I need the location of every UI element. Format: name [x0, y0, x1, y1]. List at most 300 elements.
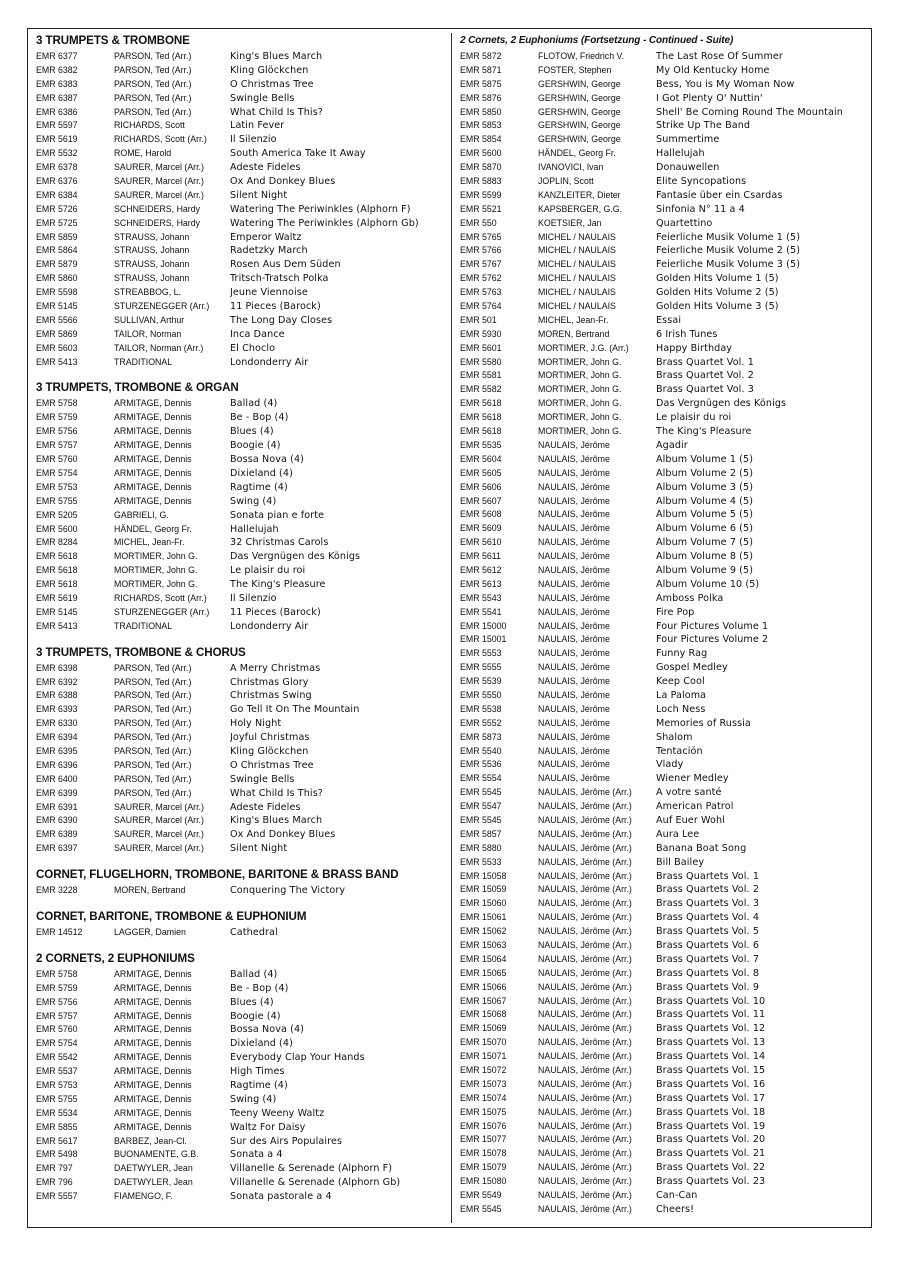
catalog-number: EMR 15073	[460, 1078, 507, 1089]
composer: SAURER, Marcel (Arr.)	[114, 843, 204, 854]
composer: BARBEZ, Jean-Cl.	[114, 1135, 187, 1146]
catalog-page	[27, 28, 872, 1228]
catalog-number: EMR 15001	[460, 634, 507, 645]
composer: ARMITAGE, Dennis	[114, 1080, 192, 1090]
catalog-entry	[460, 50, 870, 64]
catalog-number: EMR 5756	[36, 996, 78, 1007]
catalog-entry	[36, 620, 446, 634]
composer: STRAUSS, Johann	[114, 231, 190, 242]
piece-title: Bossa Nova (4)	[230, 454, 305, 466]
composer: STURZENEGGER (Arr.)	[114, 301, 210, 312]
catalog-entry	[36, 342, 446, 356]
piece-title: What Child Is This?	[230, 106, 323, 118]
catalog-entry	[36, 50, 446, 64]
piece-title: Fire Pop	[656, 606, 695, 618]
composer: PARSON, Ted (Arr.)	[114, 64, 192, 75]
composer: STRAUSS, Johann	[114, 273, 190, 284]
composer: NAULAIS, Jérôme (Arr.)	[538, 953, 632, 964]
piece-title: Golden Hits Volume 2 (5)	[656, 287, 779, 299]
catalog-entry	[36, 828, 446, 842]
catalog-entry	[36, 467, 446, 481]
catalog-entry	[36, 1093, 446, 1107]
catalog-entry	[460, 300, 870, 314]
piece-title: 11 Pieces (Barock)	[230, 301, 321, 313]
composer: NAULAIS, Jérôme (Arr.)	[538, 1148, 632, 1159]
catalog-number: EMR 5545	[460, 814, 502, 825]
composer: NAULAIS, Jérôme (Arr.)	[538, 995, 632, 1006]
catalog-entry	[36, 64, 446, 78]
catalog-entry	[460, 1050, 870, 1064]
catalog-entry	[36, 133, 446, 147]
catalog-number: EMR 5553	[460, 648, 502, 659]
catalog-number: EMR 5853	[460, 120, 502, 131]
catalog-entry	[460, 369, 870, 383]
composer: ARMITAGE, Dennis	[114, 1093, 192, 1104]
catalog-entry	[36, 926, 446, 940]
piece-title: Il Silenzio	[230, 134, 277, 146]
composer: SULLIVAN, Arthur	[114, 314, 185, 325]
composer: MORTIMER, John G.	[114, 551, 198, 562]
catalog-number: EMR 5600	[36, 523, 78, 534]
composer: LAGGER, Damien	[114, 926, 186, 937]
piece-title: Ox And Donkey Blues	[230, 829, 336, 841]
catalog-entry	[36, 1037, 446, 1051]
piece-title: Sonata pian e forte	[230, 509, 325, 521]
piece-title: Londonderry Air	[230, 620, 309, 632]
catalog-entry	[460, 661, 870, 675]
catalog-number: EMR 5603	[36, 342, 78, 353]
catalog-entry	[36, 175, 446, 189]
composer: NAULAIS, Jérôme (Arr.)	[538, 1162, 632, 1173]
catalog-number: EMR 550	[460, 217, 497, 228]
piece-title: Can-Can	[656, 1190, 698, 1202]
composer: PARSON, Ted (Arr.)	[114, 704, 192, 715]
piece-title: The King's Pleasure	[656, 426, 752, 438]
composer: NAULAIS, Jérôme	[538, 467, 610, 478]
composer: NAULAIS, Jérôme (Arr.)	[538, 842, 632, 853]
catalog-number: EMR 15058	[460, 870, 507, 881]
piece-title: Loch Ness	[656, 703, 706, 715]
catalog-number: EMR 6330	[36, 718, 78, 729]
catalog-entry	[460, 703, 870, 717]
catalog-entry	[460, 133, 870, 147]
catalog-number: EMR 6392	[36, 676, 78, 687]
piece-title: Brass Quartets Vol. 12	[656, 1023, 766, 1035]
catalog-entry	[36, 203, 446, 217]
piece-title: Swing (4)	[230, 495, 277, 507]
composer: NAULAIS, Jérôme	[538, 523, 610, 534]
composer: MORTIMER, J.G. (Arr.)	[538, 342, 629, 353]
composer: STRAUSS, Johann	[114, 259, 190, 270]
piece-title: Brass Quartets Vol. 10	[656, 995, 766, 1007]
composer: MOREN, Bertrand	[114, 885, 186, 896]
composer: NAULAIS, Jérôme	[538, 592, 610, 603]
piece-title: Brass Quartets Vol. 11	[656, 1009, 766, 1021]
catalog-entry	[36, 411, 446, 425]
catalog-entry	[460, 342, 870, 356]
piece-title: Radetzky March	[230, 245, 308, 257]
composer: RICHARDS, Scott (Arr.)	[114, 134, 207, 145]
catalog-number: EMR 5580	[460, 356, 502, 367]
piece-title: Happy Birthday	[656, 342, 733, 354]
section-title: 3 TRUMPETS, TROMBONE & ORGAN	[36, 381, 239, 395]
composer: MICHEL / NAULAIS	[538, 231, 616, 242]
composer: GERSHWIN, George	[538, 134, 621, 145]
catalog-number: EMR 5753	[36, 1080, 78, 1090]
piece-title: Swing (4)	[230, 1093, 277, 1105]
catalog-number: EMR 5872	[460, 51, 502, 61]
catalog-entry	[36, 1065, 446, 1079]
catalog-number: EMR 5550	[460, 689, 502, 700]
catalog-entry	[460, 1064, 870, 1078]
composer: PARSON, Ted (Arr.)	[114, 676, 192, 687]
composer: RICHARDS, Scott (Arr.)	[114, 592, 207, 603]
piece-title: Hallelujah	[656, 148, 705, 160]
catalog-number: EMR 5873	[460, 731, 502, 742]
piece-title: Villanelle & Serenade (Alphorn Gb)	[230, 1177, 401, 1189]
piece-title: I Got Plenty O' Nuttin'	[656, 92, 763, 104]
piece-title: Boogie (4)	[230, 1010, 281, 1022]
catalog-entry	[36, 495, 446, 509]
piece-title: 6 Irish Tunes	[656, 328, 718, 340]
piece-title: Inca Dance	[230, 328, 285, 340]
piece-title: Le plaisir du roi	[656, 412, 732, 424]
composer: FLOTOW, Friedrich V.	[538, 51, 625, 61]
catalog-number: EMR 6389	[36, 829, 78, 840]
composer: SAURER, Marcel (Arr.)	[114, 162, 204, 173]
piece-title: Brass Quartets Vol. 19	[656, 1120, 766, 1132]
piece-title: Summertime	[656, 134, 720, 146]
piece-title: Album Volume 1 (5)	[656, 453, 754, 465]
composer: PARSON, Ted (Arr.)	[114, 78, 192, 89]
catalog-entry	[460, 620, 870, 634]
catalog-number: EMR 14512	[36, 926, 83, 937]
catalog-number: EMR 5755	[36, 1093, 78, 1104]
composer: MORTIMER, John G.	[114, 579, 198, 590]
catalog-entry	[460, 550, 870, 564]
catalog-number: EMR 5767	[460, 259, 502, 270]
composer: STREABBOG, L.	[114, 287, 181, 298]
catalog-number: EMR 5879	[36, 259, 78, 270]
section-title: 2 CORNETS, 2 EUPHONIUMS	[36, 951, 195, 965]
piece-title: Album Volume 10 (5)	[656, 578, 760, 590]
piece-title: Boogie (4)	[230, 440, 281, 452]
composer: ARMITAGE, Dennis	[114, 426, 192, 437]
catalog-entry	[460, 786, 870, 800]
piece-title: Waltz For Daisy	[230, 1121, 306, 1133]
composer: SAURER, Marcel (Arr.)	[114, 801, 204, 812]
composer: ARMITAGE, Dennis	[114, 1010, 192, 1021]
catalog-number: EMR 5533	[460, 856, 502, 867]
composer: HÄNDEL, Georg Fr.	[538, 148, 616, 159]
composer: NAULAIS, Jérôme	[538, 551, 610, 562]
catalog-number: EMR 15078	[460, 1148, 507, 1159]
catalog-entry	[460, 189, 870, 203]
piece-title: Sinfonia N° 11 a 4	[656, 203, 745, 215]
piece-title: Elite Syncopations	[656, 176, 747, 188]
catalog-number: EMR 6386	[36, 106, 78, 117]
composer: PARSON, Ted (Arr.)	[114, 732, 192, 743]
composer: FIAMENGO, F.	[114, 1191, 173, 1202]
catalog-number: EMR 15074	[460, 1092, 507, 1103]
catalog-entry	[460, 231, 870, 245]
piece-title: Brass Quartets Vol. 13	[656, 1037, 766, 1049]
catalog-number: EMR 15069	[460, 1023, 507, 1034]
catalog-entry	[460, 995, 870, 1009]
composer: NAULAIS, Jérôme (Arr.)	[538, 1023, 632, 1034]
composer: NAULAIS, Jérôme	[538, 578, 610, 589]
composer: KAPSBERGER, G.G.	[538, 203, 623, 214]
catalog-number: EMR 5869	[36, 328, 78, 339]
catalog-number: EMR 5555	[460, 662, 502, 673]
catalog-entry	[460, 244, 870, 258]
catalog-number: EMR 5753	[36, 481, 78, 492]
piece-title: Everybody Clap Your Hands	[230, 1052, 365, 1064]
catalog-number: EMR 6393	[36, 704, 78, 715]
composer: NAULAIS, Jérôme	[538, 564, 610, 575]
piece-title: Le plaisir du roi	[230, 565, 306, 577]
piece-title: What Child Is This?	[230, 787, 323, 799]
catalog-entry	[460, 411, 870, 425]
catalog-entry	[36, 814, 446, 828]
piece-title: Das Vergnügen des Königs	[656, 398, 787, 410]
catalog-entry	[460, 1120, 870, 1134]
piece-title: Jeune Viennoise	[230, 287, 308, 299]
catalog-number: EMR 5871	[460, 64, 502, 75]
catalog-number: EMR 5543	[460, 592, 502, 603]
catalog-number: EMR 5618	[460, 398, 502, 409]
catalog-entry	[460, 564, 870, 578]
catalog-entry	[460, 745, 870, 759]
piece-title: Kling Glöckchen	[230, 745, 309, 757]
catalog-entry	[460, 64, 870, 78]
catalog-number: EMR 5875	[460, 78, 502, 89]
catalog-entry	[460, 633, 870, 647]
catalog-entry	[460, 217, 870, 231]
catalog-entry	[460, 258, 870, 272]
catalog-number: EMR 5618	[36, 579, 78, 590]
catalog-number: EMR 15067	[460, 995, 507, 1006]
catalog-entry	[36, 286, 446, 300]
catalog-number: EMR 6382	[36, 64, 78, 75]
composer: SAURER, Marcel (Arr.)	[114, 829, 204, 840]
composer: FOSTER, Stephen	[538, 64, 612, 75]
composer: MICHEL / NAULAIS	[538, 273, 616, 284]
catalog-entry	[36, 439, 446, 453]
catalog-number: EMR 5618	[460, 426, 502, 437]
piece-title: La Paloma	[656, 689, 707, 701]
piece-title: Latin Fever	[230, 120, 285, 132]
catalog-entry	[460, 161, 870, 175]
piece-title: Christmas Glory	[230, 676, 309, 688]
piece-title: Joyful Christmas	[230, 732, 310, 744]
composer: TAILOR, Norman (Arr.)	[114, 342, 204, 353]
catalog-entry	[460, 92, 870, 106]
composer: PARSON, Ted (Arr.)	[114, 745, 192, 756]
composer: MICHEL, Jean-Fr.	[538, 314, 609, 325]
catalog-number: EMR 15075	[460, 1106, 507, 1117]
catalog-entry	[460, 1106, 870, 1120]
composer: GERSHWIN, George	[538, 78, 621, 89]
catalog-number: EMR 15072	[460, 1065, 507, 1076]
catalog-number: EMR 15000	[460, 620, 507, 631]
composer: ARMITAGE, Dennis	[114, 398, 192, 409]
piece-title: Be - Bop (4)	[230, 982, 289, 994]
catalog-number: EMR 5205	[36, 509, 78, 520]
composer: PARSON, Ted (Arr.)	[114, 718, 192, 729]
catalog-entry	[36, 1079, 446, 1093]
composer: NAULAIS, Jérôme	[538, 703, 610, 714]
piece-title: Hallelujah	[230, 523, 279, 535]
catalog-entry	[36, 1023, 446, 1037]
piece-title: Blues (4)	[230, 996, 274, 1008]
catalog-entry	[460, 286, 870, 300]
catalog-entry	[460, 1022, 870, 1036]
piece-title: Quartettino	[656, 217, 713, 229]
composer: NAULAIS, Jérôme (Arr.)	[538, 967, 632, 978]
piece-title: Golden Hits Volume 3 (5)	[656, 301, 779, 313]
composer: ROME, Harold	[114, 148, 172, 159]
catalog-entry	[460, 758, 870, 772]
catalog-number: EMR 5859	[36, 231, 78, 242]
catalog-entry	[36, 1190, 446, 1204]
composer: NAULAIS, Jérôme (Arr.)	[538, 898, 632, 909]
piece-title: Silent Night	[230, 843, 288, 855]
catalog-number: EMR 5612	[460, 564, 502, 575]
catalog-entry	[36, 968, 446, 982]
catalog-entry	[36, 217, 446, 231]
catalog-number: EMR 15059	[460, 884, 507, 895]
piece-title: The King's Pleasure	[230, 579, 326, 591]
catalog-number: EMR 5534	[36, 1107, 78, 1118]
piece-title: Album Volume 8 (5)	[656, 551, 754, 563]
piece-title: Essai	[656, 314, 682, 326]
composer: SAURER, Marcel (Arr.)	[114, 176, 204, 187]
catalog-number: EMR 6390	[36, 815, 78, 826]
piece-title: Swingle Bells	[230, 92, 295, 104]
composer: NAULAIS, Jérôme (Arr.)	[538, 1203, 632, 1214]
catalog-entry	[36, 78, 446, 92]
section-title: CORNET, BARITONE, TROMBONE & EUPHONIUM	[36, 909, 307, 923]
composer: TAILOR, Norman	[114, 328, 182, 339]
piece-title: Villanelle & Serenade (Alphorn F)	[230, 1163, 393, 1175]
catalog-entry	[36, 1010, 446, 1024]
piece-title: Feierliche Musik Volume 3 (5)	[656, 259, 801, 271]
piece-title: Brass Quartets Vol. 14	[656, 1051, 766, 1063]
catalog-number: EMR 5860	[36, 273, 78, 284]
catalog-number: EMR 5607	[460, 495, 502, 506]
piece-title: Agadir	[656, 439, 688, 451]
composer: MICHEL / NAULAIS	[538, 287, 616, 298]
composer: SCHNEIDERS, Hardy	[114, 203, 201, 214]
catalog-entry	[36, 550, 446, 564]
piece-title: Cathedral	[230, 926, 278, 938]
catalog-entry	[36, 606, 446, 620]
piece-title: A Merry Christmas	[230, 662, 321, 674]
section-title: 3 TRUMPETS, TROMBONE & CHORUS	[36, 645, 246, 659]
piece-title: Donauwellen	[656, 162, 720, 174]
piece-title: The Long Day Closes	[230, 314, 333, 326]
piece-title: Brass Quartets Vol. 4	[656, 912, 760, 924]
composer: PARSON, Ted (Arr.)	[114, 759, 192, 770]
piece-title: O Christmas Tree	[230, 759, 314, 771]
catalog-number: EMR 5554	[460, 773, 502, 784]
piece-title: Album Volume 9 (5)	[656, 564, 754, 576]
catalog-number: EMR 15080	[460, 1176, 507, 1187]
piece-title: Ragtime (4)	[230, 481, 288, 493]
composer: SCHNEIDERS, Hardy	[114, 217, 201, 228]
catalog-entry	[36, 773, 446, 787]
composer: NAULAIS, Jérôme (Arr.)	[538, 1078, 632, 1089]
catalog-number: EMR 5762	[460, 273, 502, 284]
piece-title: Brass Quartets Vol. 5	[656, 926, 760, 938]
catalog-entry	[460, 453, 870, 467]
piece-title: Feierliche Musik Volume 2 (5)	[656, 245, 801, 257]
catalog-entry	[460, 175, 870, 189]
catalog-number: EMR 5759	[36, 412, 78, 423]
catalog-entry	[460, 578, 870, 592]
catalog-entry	[36, 662, 446, 676]
composer: NAULAIS, Jérôme (Arr.)	[538, 884, 632, 895]
composer: NAULAIS, Jérôme (Arr.)	[538, 1065, 632, 1076]
composer: PARSON, Ted (Arr.)	[114, 51, 192, 61]
piece-title: Brass Quartets Vol. 7	[656, 953, 760, 965]
piece-title: Keep Cool	[656, 676, 705, 688]
catalog-entry	[36, 300, 446, 314]
catalog-entry	[460, 439, 870, 453]
composer: NAULAIS, Jérôme	[538, 537, 610, 548]
piece-title: Sur des Airs Populaires	[230, 1135, 343, 1147]
piece-title: Tritsch-Tratsch Polka	[230, 273, 329, 285]
catalog-number: EMR 6388	[36, 690, 78, 701]
catalog-entry	[460, 870, 870, 884]
composer: NAULAIS, Jérôme (Arr.)	[538, 814, 632, 825]
catalog-entry	[460, 522, 870, 536]
catalog-entry	[460, 814, 870, 828]
piece-title: Album Volume 3 (5)	[656, 481, 754, 493]
piece-title: Watering The Periwinkles (Alphorn F)	[230, 203, 411, 215]
catalog-number: EMR 5566	[36, 314, 78, 325]
composer: NAULAIS, Jérôme (Arr.)	[538, 1190, 632, 1201]
catalog-number: EMR 5855	[36, 1121, 78, 1132]
catalog-number: EMR 5880	[460, 842, 502, 853]
piece-title: Golden Hits Volume 1 (5)	[656, 273, 779, 285]
catalog-entry	[460, 1133, 870, 1147]
piece-title: Album Volume 6 (5)	[656, 523, 754, 535]
composer: NAULAIS, Jérôme	[538, 745, 610, 756]
catalog-number: EMR 5535	[460, 439, 502, 450]
catalog-number: EMR 5763	[460, 287, 502, 298]
piece-title: The Last Rose Of Summer	[656, 51, 783, 62]
catalog-entry	[460, 925, 870, 939]
piece-title: Brass Quartets Vol. 2	[656, 884, 760, 896]
catalog-number: EMR 15076	[460, 1120, 507, 1131]
catalog-number: EMR 15079	[460, 1162, 507, 1173]
composer: MICHEL / NAULAIS	[538, 259, 616, 270]
piece-title: Brass Quartets Vol. 1	[656, 870, 760, 882]
catalog-entry	[36, 509, 446, 523]
piece-title: Amboss Polka	[656, 592, 724, 604]
column-divider	[451, 33, 452, 1223]
catalog-number: EMR 6387	[36, 92, 78, 103]
composer: STRAUSS, Johann	[114, 245, 190, 256]
catalog-number: EMR 6377	[36, 51, 78, 61]
piece-title: Holy Night	[230, 718, 282, 730]
catalog-number: EMR 6384	[36, 189, 78, 200]
piece-title: Album Volume 2 (5)	[656, 467, 754, 479]
piece-title: Gospel Medley	[656, 662, 728, 674]
catalog-entry	[460, 647, 870, 661]
